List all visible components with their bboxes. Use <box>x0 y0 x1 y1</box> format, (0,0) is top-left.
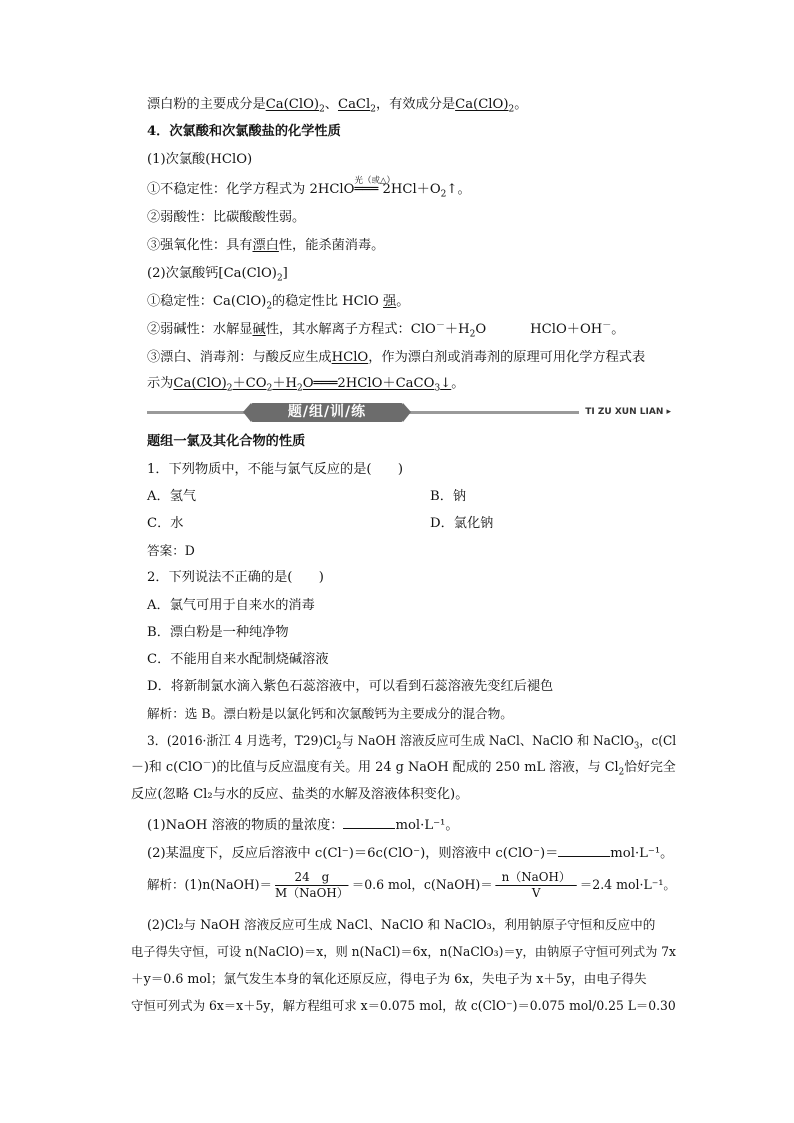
text: 漂白粉的主要成分是 <box>147 97 266 112</box>
q1-option-d: D．氯化钠 <box>430 516 494 531</box>
q2-option-c: C．不能用自来水配制烧碱溶液 <box>147 652 329 667</box>
section-banner <box>147 403 671 421</box>
question-2: 2．下列说法不正确的是( ) <box>147 570 324 585</box>
exercise-group-title: 题组一氯及其化合物的性质 <box>147 434 306 449</box>
underlined-answer: 碱 <box>252 322 266 337</box>
line-instability: ①不稳定性：化学方程式为 2HClO 光（或△） ═══ $2HCl+O_2↑$。 <box>147 176 471 200</box>
question-1: 1．下列物质中，不能与氯气反应的是( ) <box>147 462 404 477</box>
line-stability: ①稳定性：$Ca(ClO)_2$的稳定性比 HClO 强。 <box>147 294 410 312</box>
line-bleaching-powder: 漂白粉的主要成分是$Ca(ClO)_2$、CaCl$_2$，有效成分是$Ca(ClO)_2$。 <box>147 97 528 115</box>
answer-blank[interactable] <box>558 844 610 857</box>
q2-option-b: B．漂白粉是一种纯净物 <box>147 625 289 640</box>
q3-explanation-2-line-1: (2)Cl₂与 NaOH 溶液反应可生成 NaCl、NaClO 和 NaClO₃，利用钠原子守恒和反应中的 <box>147 917 656 932</box>
underlined-answer: CaCl$_2$ <box>337 97 376 115</box>
q1-option-b: B．钠 <box>430 489 467 504</box>
subheading-hclo: (1)次氯酸(HClO) <box>147 152 253 167</box>
q3-explanation-2-line-3: ＋y＝0.6 mol；氯气发生本身的氧化还原反应，得电子为 6x，失电子为 x＋5y，由电子得失 <box>131 971 647 986</box>
q1-option-a: A．氢气 <box>147 489 197 504</box>
section-heading-4: 4．次氯酸和次氯酸盐的化学性质 <box>147 124 341 139</box>
underlined-answer: $Ca(ClO)_2$ <box>455 97 515 115</box>
line-strong-oxidation: ③强氧化性：具有漂白性，能杀菌消毒。 <box>147 238 385 253</box>
banner-right-tab <box>403 403 411 422</box>
q3-explanation-2-line-4: 守恒可列式为 6x＝x＋5y，解方程组可求 x＝0.075 mol，故 c(ClO⁻)＝0.075 mol/0.25 L＝0.30 <box>131 998 676 1013</box>
q3-explanation-2-line-2: 电子得失守恒，可设 n(NaClO)＝x，则 n(NaCl)＝6x，n(NaClO₃)＝y，由钠原子守恒可列式为 7x <box>131 944 676 959</box>
reaction-condition-arrow: 光（或△） ═══ <box>354 176 395 197</box>
underlined-answer: HClO <box>331 350 369 365</box>
underlined-equation: $Ca(ClO)_2+CO_2+H_2O═══2HClO+CaCO_3↓$ <box>173 376 452 394</box>
question-3-part-2: (2)某温度下，反应后溶液中 c(Cl⁻)＝6c(ClO⁻)，则溶液中 c(ClO⁻)＝ mol·L⁻¹。 <box>147 846 674 861</box>
line-bleach-disinfectant: ③漂白、消毒剂：与酸反应生成HClO，作为漂白剂或消毒剂的原理可用化学方程式表 <box>147 350 646 365</box>
question-3-line-1: 3．(2016·浙江 4 月选考，$T29)Cl_2$与 NaOH 溶液反应可生成 NaCl、NaClO 和 NaClO$_3$，c(Cl <box>147 734 677 752</box>
question-3-part-1: (1)NaOH 溶液的物质的量浓度： mol·L⁻¹。 <box>147 818 459 833</box>
q2-explanation: 解析：选 B。漂白粉是以氯化钙和次氯酸钙为主要成分的混合物。 <box>147 706 513 721</box>
q3-explanation-1: 解析：(1)n(NaOH)＝ $\frac{24 g}{\text{M（NaOH）}}$ ＝0.6 mol，c(NaOH)＝ $\frac{\text{n（NaOH）}}{V}$ ＝2.4 mol·L⁻¹。 <box>147 870 676 900</box>
underlined-answer: 强 <box>383 294 397 309</box>
answer-blank[interactable] <box>343 816 395 829</box>
banner-title: 题/组/训/练 <box>251 403 403 422</box>
q1-answer: 答案：D <box>147 543 195 558</box>
banner-left-tab <box>243 403 251 422</box>
line-weak-acid: ②弱酸性：比碳酸酸性弱。 <box>147 210 306 225</box>
question-3-line-3: 反应(忽略 Cl₂与水的反应、盐类的水解及溶液体积变化)。 <box>131 787 469 802</box>
q1-option-c: C．水 <box>147 516 184 531</box>
banner-pinyin-label: TI ZU XUN LIAN ▸ <box>579 404 671 420</box>
underlined-answer: 漂白 <box>252 238 279 253</box>
line-equation: 示为$Ca(ClO)_2+CO_2+H_2O═══2HClO+CaCO_3↓$。 <box>147 376 465 394</box>
question-3-line-2: －)和 c(ClO－)的比值与反应温度有关。用 24 g NaOH 配成的 250 mL 溶液，与 $Cl_2$恰好完全 <box>131 758 676 778</box>
fraction: $\frac{24 g}{\text{M（NaOH）}}$ <box>275 870 349 900</box>
q2-option-d: D．将新制氯水滴入紫色石蕊溶液中，可以看到石蕊溶液先变红后褪色 <box>147 679 554 694</box>
fraction: $\frac{\text{n（NaOH）}}{V}$ <box>496 870 577 901</box>
line-weak-base: ②弱碱性：水解显碱性，其水解离子方程式：$ClO^-+H_2O$ HClO＋OH－。 <box>147 320 625 340</box>
subheading-calcium-hypochlorite: (2)次氯酸钙$[Ca(ClO)_2]$ <box>147 266 288 284</box>
q2-option-a: A．氯气可用于自来水的消毒 <box>147 598 315 613</box>
underlined-answer: $Ca(ClO)_2$ <box>265 97 325 115</box>
